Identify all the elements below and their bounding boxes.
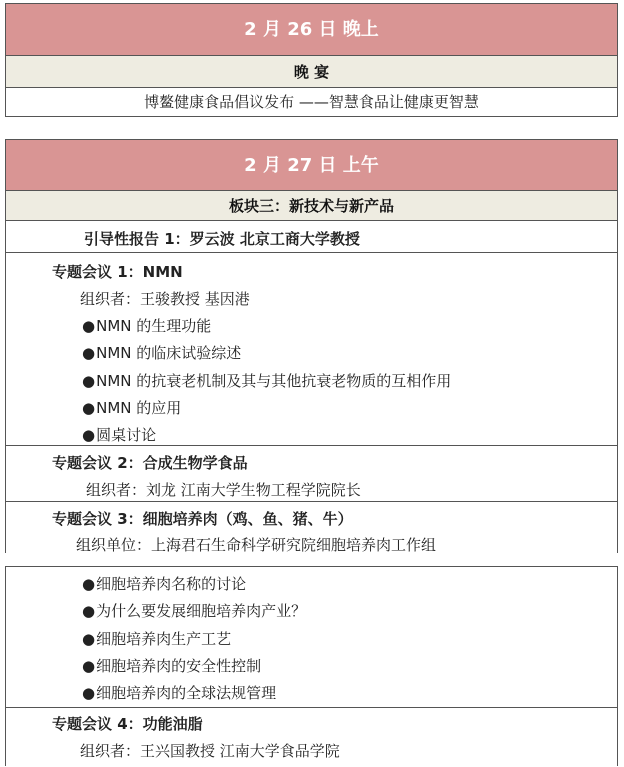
session1-block [6,253,617,446]
session3-organizer: 组织单位：上海君石生命科学研究院细胞培养肉工作组 [76,536,437,554]
feb27-sub-text: 板块三：新技术与新产品 [228,197,394,215]
keynote-text: 引导性报告 1：罗云波 北京工商大学教授 [84,230,360,248]
session1-organizer: 组织者：王骏教授 基因港 [80,290,250,308]
feb26-event-row [6,88,617,116]
feb27-header-text: 2 月 27 日 上午 [244,155,379,176]
session3-items-block [6,567,617,708]
session3-item: ● 细胞培养肉名称的讨论 [82,573,246,594]
session3-item: ● 细胞培养肉生产工艺 [82,628,231,649]
session3-block [6,502,617,554]
session3-title: 专题会议 3：细胞培养肉（鸡、鱼、猪、牛） [52,510,353,528]
schedule-continued-table [5,566,618,766]
session3-item: ● 细胞培养肉的全球法规管理 [82,682,276,703]
session2-title: 专题会议 2：合成生物学食品 [52,454,248,472]
session1-item: ● 圆桌讨论 [82,424,156,445]
session1-item: ● NMN 的临床试验综述 [82,342,241,363]
schedule-feb27-table [5,139,618,553]
feb26-sub-text: 晚 宴 [293,63,330,81]
session1-item: ● NMN 的生理功能 [82,315,211,336]
feb26-subheader [6,56,617,88]
feb26-header-text: 2 月 26 日 晚上 [244,19,379,40]
feb26-header [6,4,617,56]
session4-organizer: 组织者：王兴国教授 江南大学食品学院 [80,742,340,760]
session2-organizer: 组织者：刘龙 江南大学生物工程学院院长 [86,481,361,499]
session2-block [6,446,617,502]
feb27-subheader [6,191,617,221]
keynote-row [6,221,617,253]
session3-item: ● 细胞培养肉的安全性控制 [82,655,261,676]
session3-item: ● 为什么要发展细胞培养肉产业？ [82,600,306,621]
feb26-event-text: 博鳌健康食品倡议发布 ——智慧食品让健康更智慧 [144,93,479,111]
session1-item: ● NMN 的抗衰老机制及其与其他抗衰老物质的互相作用 [82,370,451,391]
session1-title: 专题会议 1：NMN [52,263,183,281]
session4-title: 专题会议 4：功能油脂 [52,715,203,733]
session1-item: ● NMN 的应用 [82,397,181,418]
session4-block [6,708,617,767]
feb27-header [6,140,617,191]
schedule-feb26-table [5,3,618,117]
